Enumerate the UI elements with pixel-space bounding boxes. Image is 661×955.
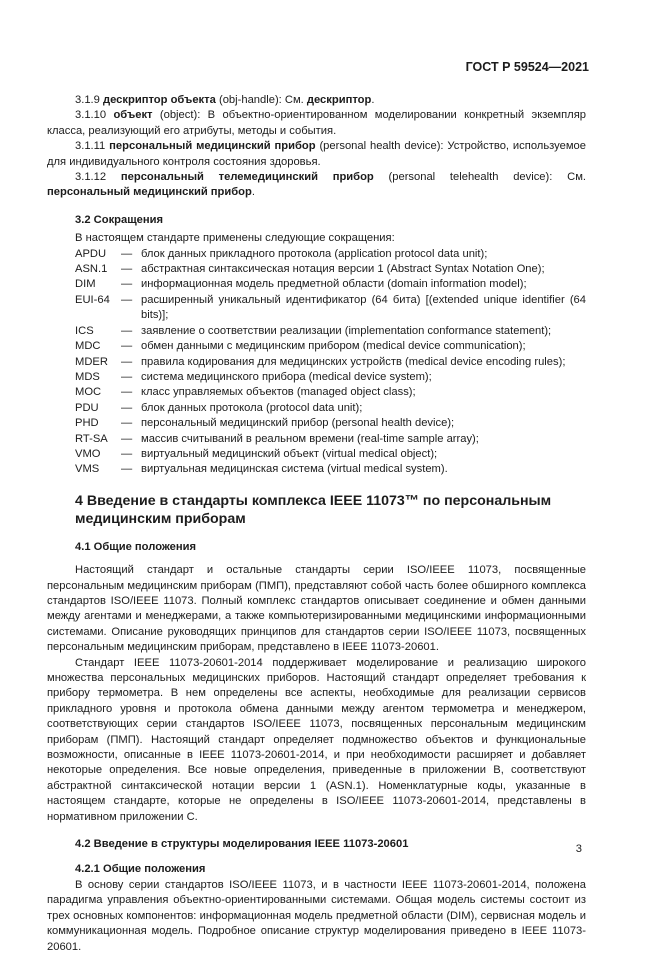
abbreviation-description: заявление о соответствии реализации (implementation conformance statement); bbox=[141, 324, 552, 337]
section-4-2-1-heading: 4.2.1 Общие положения bbox=[75, 863, 206, 876]
abbreviation-description: класс управляемых объектов (managed object class); bbox=[141, 386, 416, 399]
abbreviation-dash: — bbox=[121, 401, 133, 414]
definition-term: персональный медицинский прибор bbox=[109, 140, 316, 153]
standard-header: ГОСТ Р 59524—2021 bbox=[465, 60, 589, 74]
abbreviation-row bbox=[75, 401, 586, 416]
abbreviations-intro: В настоящем стандарте применены следующие сокращения: bbox=[75, 232, 395, 245]
abbreviations-list bbox=[75, 247, 586, 478]
abbreviation-description: система медицинского прибора (medical device system); bbox=[141, 370, 432, 383]
abbreviation-code: MDC bbox=[75, 340, 101, 353]
abbreviation-description: блок данных протокола (protocol data unit); bbox=[141, 401, 363, 414]
definition-text: (personal telehealth device): См. bbox=[373, 171, 586, 184]
abbreviation-dash: — bbox=[121, 463, 133, 476]
abbreviation-description: расширенный уникальный идентификатор (64 бита) [(extended unique identifier (64 bits)]; bbox=[141, 293, 586, 322]
abbreviation-code: VMO bbox=[75, 447, 101, 460]
abbreviation-dash: — bbox=[121, 263, 133, 276]
abbreviation-row bbox=[75, 432, 586, 447]
definition-term: объект bbox=[113, 109, 153, 122]
section-3-2-heading: 3.2 Сокращения bbox=[75, 213, 164, 226]
abbreviation-dash: — bbox=[121, 447, 133, 460]
abbreviation-code: PDU bbox=[75, 401, 99, 414]
abbreviation-code: ASN.1 bbox=[75, 263, 108, 276]
abbreviation-dash: — bbox=[121, 432, 133, 445]
section-4-1-paragraph-1: Настоящий стандарт и остальные стандарты серии ISO/IEEE 11073, посвященные персональным медицинским приборам (ПМП), представляют собой часть более обширного комплекса стандартов ISO/IEEE 11073. Полный комплекс стандартов описывает соединение и обмен данными между агентами и менеджерами, а также компьютеризированными медицинскими информационными системами. Описание руководящих принципов для стандартов серии ISO/IEEE 11073, посвященных персональным медицинским приборам, представлено в IEEE 11073-20601. bbox=[47, 564, 586, 654]
abbreviation-row bbox=[75, 447, 586, 462]
definition-term: персональный телемедицинский прибор bbox=[120, 171, 374, 184]
abbreviation-row bbox=[75, 385, 586, 400]
definition-reference: дескриптор bbox=[306, 94, 372, 106]
abbreviation-description: правила кодирования для медицинских устройств (medical device encoding rules); bbox=[141, 355, 566, 368]
abbreviation-dash: — bbox=[121, 417, 133, 430]
definition-3-1-9: 3.1.9 дескриптор объекта (obj-handle): См. дескриптор. bbox=[75, 94, 375, 106]
definition-3-1-10 bbox=[47, 108, 586, 139]
abbreviation-row bbox=[75, 324, 586, 339]
abbreviation-dash: — bbox=[121, 247, 133, 260]
section-4-1-paragraph-2: Стандарт IEEE 11073-20601-2014 поддерживает моделирование и реализацию широкого множества персональных медицинских приборов. Настоящий стандарт определяет требования к прибору термометра. В нем определены все аспекты, необходимые для реализации сервисов прикладного уровня и протокола обмена данными между агентом термометра и менеджером, соответствующих серии стандартов ISO/IEEE 11073, посвященных персональным медицинским приборам (ПМП). Настоящий стандарт определяет подмножество объектов и функциональные возможности, описанные в IEEE 11073-20601-2014, и при необходимости расширяет и добавляет некоторые определения. Все новые определения, приведенные в приложении B, соответствуют абстрактной синтаксической нотации версии 1 (ASN.1). Номенклатурные коды, указанные в настоящем стандарте, которые не определены в ISO/IEEE 11073-20601-2014, представлены в нормативном приложении C. bbox=[47, 656, 586, 823]
abbreviation-code: MDS bbox=[75, 370, 100, 383]
abbreviation-description: обмен данными с медицинским прибором (medical device communication); bbox=[141, 340, 526, 353]
abbreviation-code: ICS bbox=[75, 324, 94, 337]
abbreviation-dash: — bbox=[121, 340, 133, 353]
abbreviation-dash: — bbox=[121, 278, 133, 291]
section-4-1-heading: 4.1 Общие положения bbox=[75, 540, 197, 553]
section-4-heading: 4 Введение в стандарты комплекса IEEE 11073™ по персональным медицинским приборам bbox=[75, 492, 552, 527]
abbreviation-description: блок данных прикладного протокола (application protocol data unit); bbox=[141, 247, 488, 260]
definition-term: дескриптор объекта bbox=[103, 94, 216, 106]
abbreviation-row bbox=[75, 262, 586, 277]
abbreviation-description: виртуальный медицинский объект (virtual medical object); bbox=[141, 447, 438, 460]
abbreviation-row bbox=[75, 416, 586, 431]
definition-number: 3.1.12 bbox=[75, 171, 107, 184]
definition-reference: персональный медицинский прибор bbox=[47, 186, 252, 199]
abbreviation-row bbox=[75, 277, 586, 292]
abbreviation-row bbox=[75, 339, 586, 354]
abbreviation-row bbox=[75, 293, 586, 324]
abbreviation-description: виртуальная медицинская система (virtual medical system). bbox=[141, 463, 448, 476]
abbreviation-dash: — bbox=[121, 293, 133, 306]
abbreviation-description: персональный медицинский прибор (personal health device); bbox=[141, 417, 455, 430]
page-content bbox=[47, 93, 586, 955]
abbreviation-dash: — bbox=[121, 324, 133, 337]
definition-number: 3.1.9 bbox=[75, 94, 100, 106]
definition-text: (object): В объектно-ориентированном моделировании конкретный экземпляр класса, реализующий его атрибуты, методы и события. bbox=[47, 109, 586, 137]
abbreviation-code: MOC bbox=[75, 386, 102, 399]
abbreviation-dash: — bbox=[121, 386, 133, 399]
abbreviation-description: информационная модель предметной области (domain information model); bbox=[141, 278, 527, 291]
abbreviation-description: абстрактная синтаксическая нотация версии 1 (Abstract Syntax Notation One); bbox=[141, 263, 545, 276]
definition-text: (obj-handle): См. bbox=[215, 94, 307, 106]
abbreviation-dash: — bbox=[121, 355, 133, 368]
abbreviation-code: MDER bbox=[75, 355, 108, 368]
section-4-2-heading: 4.2 Введение в структуры моделирования IEEE 11073-20601 bbox=[75, 838, 409, 851]
abbreviation-code: APDU bbox=[75, 247, 107, 260]
definition-text: (personal health device): Устройство, используемое для индивидуального контроля состояния здоровья. bbox=[47, 140, 586, 168]
abbreviation-code: RT-SA bbox=[75, 432, 108, 445]
page-number: 3 bbox=[575, 843, 582, 855]
abbreviation-row bbox=[75, 462, 586, 477]
abbreviation-code: DIM bbox=[75, 278, 96, 291]
definition-3-1-11 bbox=[47, 139, 586, 170]
abbreviation-dash: — bbox=[121, 370, 133, 383]
abbreviation-code: VMS bbox=[75, 463, 100, 476]
definition-number: 3.1.10 bbox=[75, 109, 107, 122]
abbreviation-row bbox=[75, 247, 586, 262]
abbreviation-code: EUI-64 bbox=[75, 293, 110, 306]
abbreviation-code: PHD bbox=[75, 417, 99, 430]
section-4-2-1-paragraph-1: В основу серии стандартов ISO/IEEE 11073, и в частности IEEE 11073-20601-2014, положена парадигма управления объектно-ориентированными системами. Общая модель системы состоит из трех основных компонентов: информационная модель предметной области (DIM), сервисная модель и коммуникационная модель. Подробное описание структур моделирования приведено в IEEE 11073-20601. bbox=[47, 878, 586, 953]
abbreviation-row bbox=[75, 370, 586, 385]
abbreviation-row bbox=[75, 355, 586, 370]
definition-number: 3.1.11 bbox=[75, 140, 106, 153]
definition-3-1-12: 3.1.12 персональный телемедицинский прибор (personal telehealth device): См. персональный медицинский прибор. bbox=[47, 171, 586, 199]
abbreviation-description: массив считываний в реальном времени (real-time sample array); bbox=[141, 432, 479, 445]
